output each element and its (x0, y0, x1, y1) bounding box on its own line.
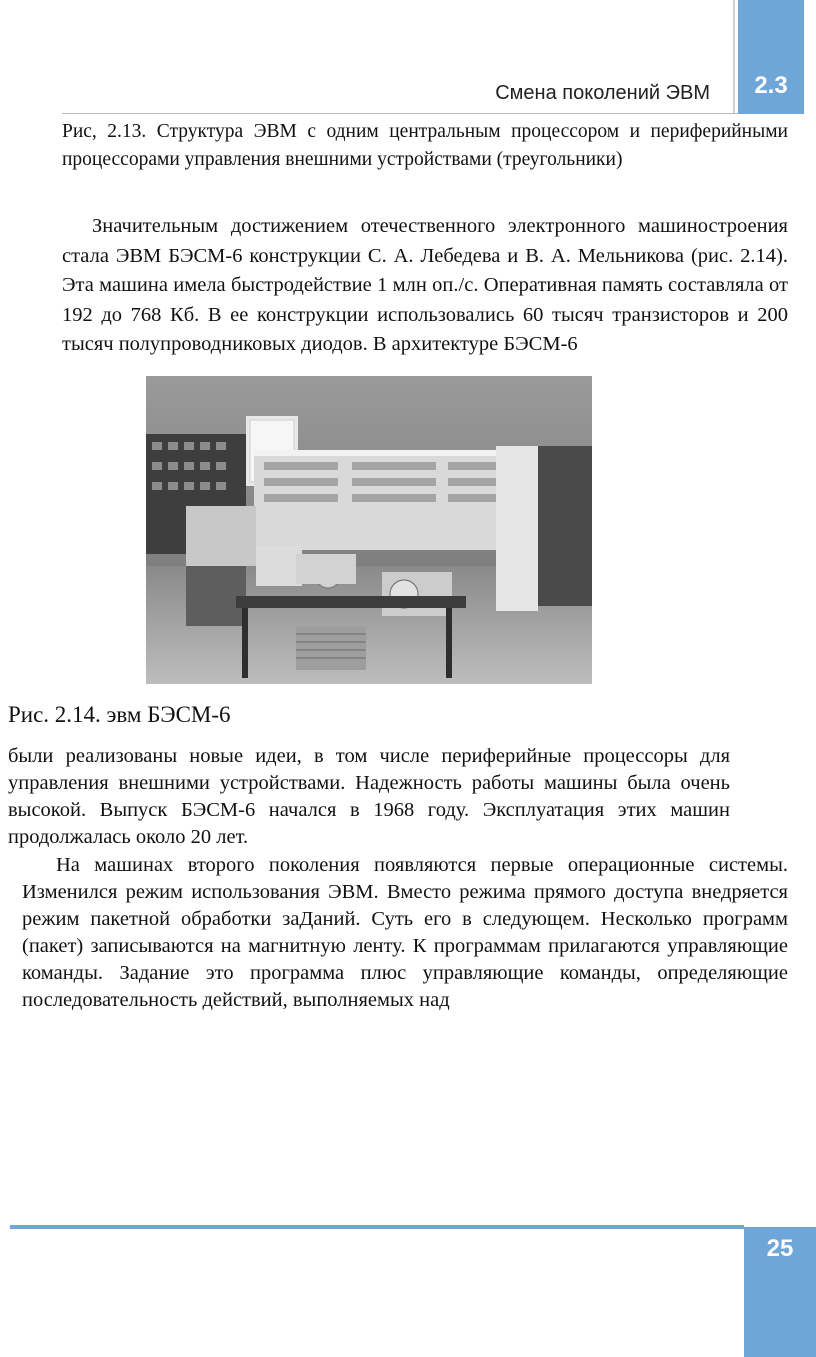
page-number-badge (744, 1227, 816, 1357)
paragraph-2: были реализованы новые идеи, в том числе периферийные процессоры для управления внешними устройствами. Надежность работы машины была очень высокой. Выпуск БЭСМ-6 начался в 1968 году. Эксплуатация этих машин продолжалась около 20 лет. (8, 745, 730, 848)
footer-divider (10, 1225, 744, 1229)
page-number: 25 (766, 1235, 794, 1262)
header-divider (62, 113, 738, 114)
header-tab-shadow (733, 0, 735, 114)
running-header: Смена поколений ЭВМ (495, 82, 710, 104)
paragraph-3: На машинах второго поколения появляются первые операционные системы. Изменился режим использования ЭВМ. Вместо режима прямого доступа внедряется режим пакетной обработки заДаний. Суть его в следующем. Несколько программ (пакет) записываются на магнитную ленту. К программам прилагаются управляющие команды. Задание это программа плюс управляющие команды, определяющие последовательность действий, выполняемых над (22, 854, 788, 1011)
paragraph-1: Значительным достижением отечественного электронного машиностроения стала ЭВМ БЭСМ-6 конструкции С. А. Лебедева и В. А. Мельникова (рис. 2.14). Эта машина имела быстродействие 1 млн оп./с. Оперативная память составляла от 192 до 768 Кб. В ее конструкции использовались 60 тысяч транзисторов и 200 тысяч полупроводниковых диодов. В архитектуре БЭСМ-6 (62, 215, 788, 355)
besm6-photo (146, 376, 592, 684)
figure-2-13-caption: Рис, 2.13. Структура ЭВМ с одним центральным процессором и периферийными процессорами управления внешними устройствами (треугольники) (62, 121, 788, 170)
section-number: 2.3 (754, 72, 788, 99)
section-badge (738, 0, 804, 114)
figure-2-14-caption: Рис. 2.14. эвм БЭСМ-6 (8, 702, 231, 727)
